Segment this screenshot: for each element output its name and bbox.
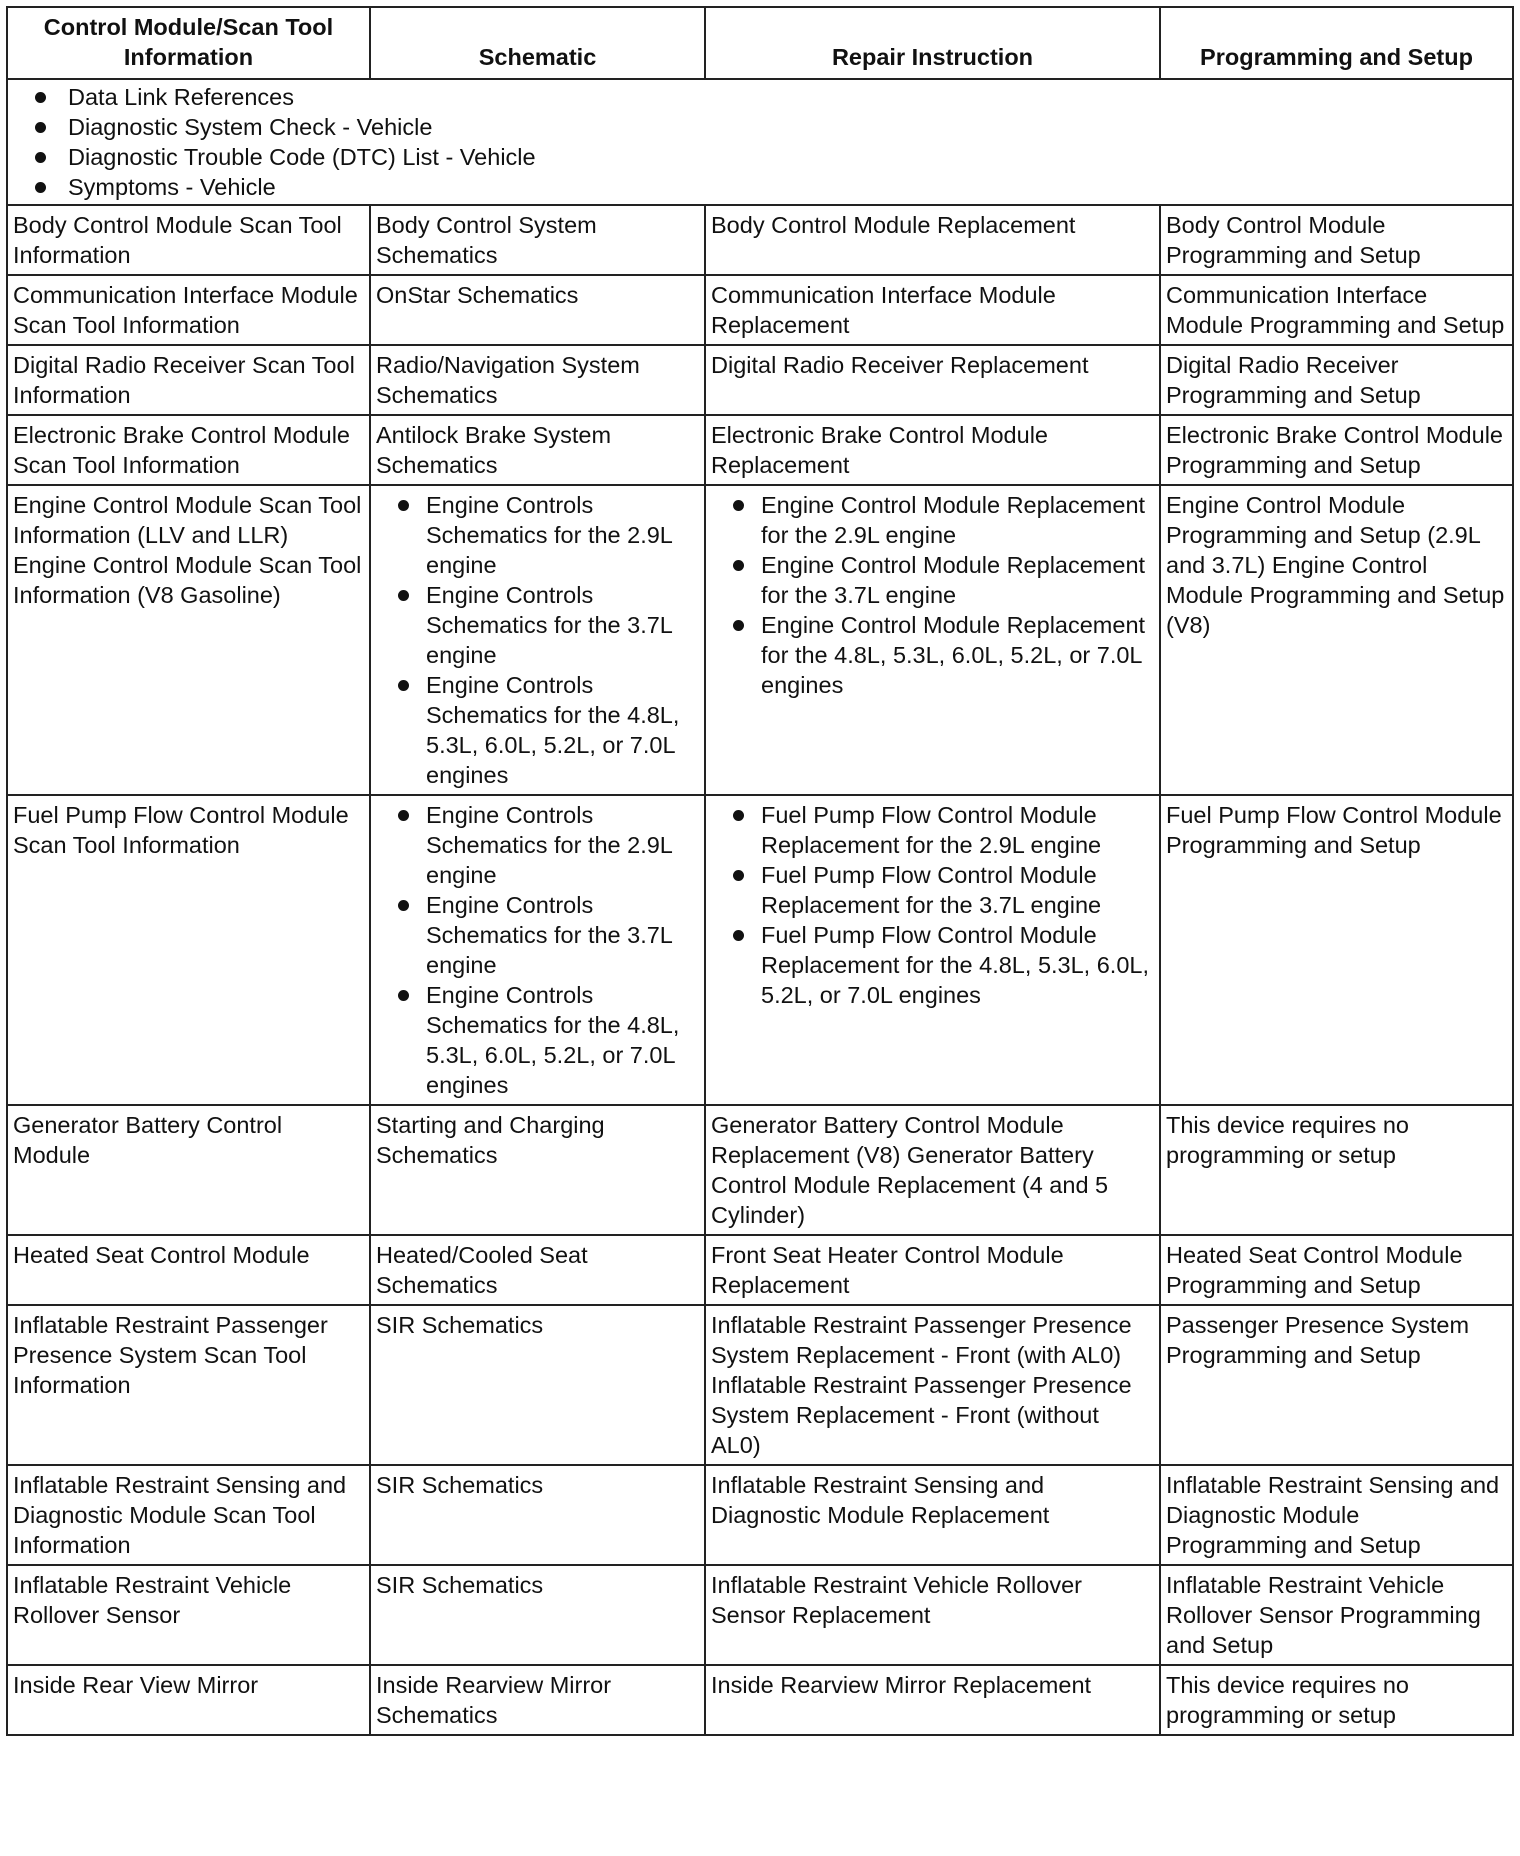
table-row — [7, 795, 1513, 1105]
repair-cell — [705, 795, 1160, 1105]
repair-cell[interactable]: Body Control Module Replacement — [705, 205, 1160, 275]
programming-cell: This device requires no programming or setup — [1160, 1105, 1513, 1235]
table-row — [7, 415, 1513, 485]
intro-link-data-link-references[interactable]: Data Link References — [13, 82, 1506, 112]
programming-cell[interactable]: Heated Seat Control Module Programming and Setup — [1160, 1235, 1513, 1305]
table-row — [7, 345, 1513, 415]
schematic-cell[interactable]: Antilock Brake System Schematics — [370, 415, 705, 485]
schematic-list — [376, 490, 698, 790]
intro-cell — [7, 79, 1513, 205]
repair-cell[interactable]: Inflatable Restraint Sensing and Diagnostic Module Replacement — [705, 1465, 1160, 1565]
module-cell: Electronic Brake Control Module Scan Tool Information — [7, 415, 370, 485]
column-header-programming: Programming and Setup — [1160, 7, 1513, 79]
repair-cell[interactable]: Communication Interface Module Replacement — [705, 275, 1160, 345]
schematic-link[interactable]: Engine Controls Schematics for the 3.7L engine — [376, 580, 698, 670]
repair-list — [711, 800, 1153, 1010]
schematic-cell[interactable]: Starting and Charging Schematics — [370, 1105, 705, 1235]
table-row — [7, 1105, 1513, 1235]
programming-cell[interactable]: Digital Radio Receiver Programming and Setup — [1160, 345, 1513, 415]
table-row — [7, 485, 1513, 795]
column-header-repair: Repair Instruction — [705, 7, 1160, 79]
module-reference-table — [6, 6, 1514, 1736]
module-cell: Engine Control Module Scan Tool Information (LLV and LLR) Engine Control Module Scan Tool Information (V8 Gasoline) — [7, 485, 370, 795]
table-row — [7, 1665, 1513, 1735]
module-cell: Inflatable Restraint Vehicle Rollover Sensor — [7, 1565, 370, 1665]
programming-cell[interactable]: Inflatable Restraint Vehicle Rollover Sensor Programming and Setup — [1160, 1565, 1513, 1665]
table-row — [7, 1235, 1513, 1305]
programming-cell[interactable]: Inflatable Restraint Sensing and Diagnostic Module Programming and Setup — [1160, 1465, 1513, 1565]
schematic-link[interactable]: Engine Controls Schematics for the 4.8L, 5.3L, 6.0L, 5.2L, or 7.0L engines — [376, 670, 698, 790]
schematic-cell[interactable]: SIR Schematics — [370, 1305, 705, 1465]
repair-link[interactable]: Fuel Pump Flow Control Module Replacement for the 3.7L engine — [711, 860, 1153, 920]
module-cell: Body Control Module Scan Tool Information — [7, 205, 370, 275]
module-cell: Heated Seat Control Module — [7, 1235, 370, 1305]
intro-list — [13, 82, 1506, 202]
table-row — [7, 1465, 1513, 1565]
module-cell: Digital Radio Receiver Scan Tool Information — [7, 345, 370, 415]
module-cell: Communication Interface Module Scan Tool Information — [7, 275, 370, 345]
schematic-link[interactable]: Engine Controls Schematics for the 4.8L, 5.3L, 6.0L, 5.2L, or 7.0L engines — [376, 980, 698, 1100]
module-cell: Generator Battery Control Module — [7, 1105, 370, 1235]
module-cell: Inside Rear View Mirror — [7, 1665, 370, 1735]
table-header-row — [7, 7, 1513, 79]
repair-link[interactable]: Engine Control Module Replacement for the 4.8L, 5.3L, 6.0L, 5.2L, or 7.0L engines — [711, 610, 1153, 700]
repair-link[interactable]: Engine Control Module Replacement for the 3.7L engine — [711, 550, 1153, 610]
column-header-schematic: Schematic — [370, 7, 705, 79]
schematic-list — [376, 800, 698, 1100]
repair-cell[interactable]: Front Seat Heater Control Module Replacement — [705, 1235, 1160, 1305]
document-page — [6, 6, 1512, 1736]
schematic-cell[interactable]: SIR Schematics — [370, 1565, 705, 1665]
repair-cell[interactable]: Generator Battery Control Module Replacement (V8) Generator Battery Control Module Replacement (4 and 5 Cylinder) — [705, 1105, 1160, 1235]
module-cell: Inflatable Restraint Passenger Presence System Scan Tool Information — [7, 1305, 370, 1465]
schematic-link[interactable]: Engine Controls Schematics for the 2.9L engine — [376, 490, 698, 580]
intro-link-dtc-list[interactable]: Diagnostic Trouble Code (DTC) List - Vehicle — [13, 142, 1506, 172]
schematic-cell[interactable]: Inside Rearview Mirror Schematics — [370, 1665, 705, 1735]
programming-cell[interactable]: Fuel Pump Flow Control Module Programming and Setup — [1160, 795, 1513, 1105]
table-row — [7, 205, 1513, 275]
schematic-cell[interactable]: SIR Schematics — [370, 1465, 705, 1565]
schematic-cell[interactable]: Heated/Cooled Seat Schematics — [370, 1235, 705, 1305]
intro-link-symptoms[interactable]: Symptoms - Vehicle — [13, 172, 1506, 202]
repair-cell[interactable]: Electronic Brake Control Module Replacement — [705, 415, 1160, 485]
repair-cell[interactable]: Inflatable Restraint Vehicle Rollover Sensor Replacement — [705, 1565, 1160, 1665]
schematic-cell[interactable]: Body Control System Schematics — [370, 205, 705, 275]
programming-cell[interactable]: Body Control Module Programming and Setup — [1160, 205, 1513, 275]
repair-list — [711, 490, 1153, 700]
intro-link-diagnostic-system-check[interactable]: Diagnostic System Check - Vehicle — [13, 112, 1506, 142]
schematic-link[interactable]: Engine Controls Schematics for the 3.7L engine — [376, 890, 698, 980]
repair-cell[interactable]: Digital Radio Receiver Replacement — [705, 345, 1160, 415]
table-row — [7, 275, 1513, 345]
programming-cell[interactable]: Passenger Presence System Programming and Setup — [1160, 1305, 1513, 1465]
table-row — [7, 1565, 1513, 1665]
repair-cell[interactable]: Inflatable Restraint Passenger Presence System Replacement - Front (with AL0) Inflatable Restraint Passenger Presence System Replacement - Front (without AL0) — [705, 1305, 1160, 1465]
schematic-link[interactable]: Engine Controls Schematics for the 2.9L engine — [376, 800, 698, 890]
programming-cell[interactable]: Communication Interface Module Programming and Setup — [1160, 275, 1513, 345]
intro-row — [7, 79, 1513, 205]
schematic-cell[interactable]: OnStar Schematics — [370, 275, 705, 345]
programming-cell[interactable]: Electronic Brake Control Module Programming and Setup — [1160, 415, 1513, 485]
schematic-cell — [370, 485, 705, 795]
column-header-module: Control Module/Scan Tool Information — [7, 7, 370, 79]
repair-cell[interactable]: Inside Rearview Mirror Replacement — [705, 1665, 1160, 1735]
repair-link[interactable]: Engine Control Module Replacement for the 2.9L engine — [711, 490, 1153, 550]
module-cell: Inflatable Restraint Sensing and Diagnostic Module Scan Tool Information — [7, 1465, 370, 1565]
programming-cell[interactable]: Engine Control Module Programming and Setup (2.9L and 3.7L) Engine Control Module Programming and Setup (V8) — [1160, 485, 1513, 795]
table-row — [7, 1305, 1513, 1465]
schematic-cell[interactable]: Radio/Navigation System Schematics — [370, 345, 705, 415]
module-cell: Fuel Pump Flow Control Module Scan Tool Information — [7, 795, 370, 1105]
repair-link[interactable]: Fuel Pump Flow Control Module Replacement for the 2.9L engine — [711, 800, 1153, 860]
schematic-cell — [370, 795, 705, 1105]
repair-link[interactable]: Fuel Pump Flow Control Module Replacement for the 4.8L, 5.3L, 6.0L, 5.2L, or 7.0L engines — [711, 920, 1153, 1010]
repair-cell — [705, 485, 1160, 795]
programming-cell: This device requires no programming or setup — [1160, 1665, 1513, 1735]
